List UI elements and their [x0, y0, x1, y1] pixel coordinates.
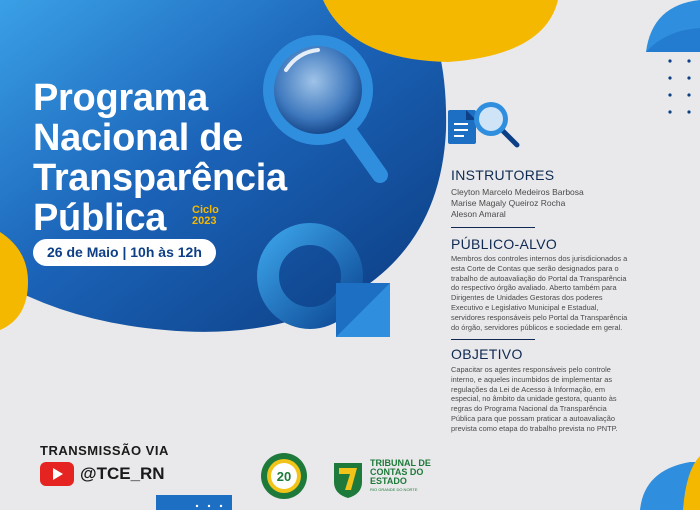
instructor-name: Cleyton Marcelo Medeiros Barbosa	[451, 187, 584, 197]
publico-heading: PÚBLICO-ALVO	[451, 236, 558, 252]
youtube-icon[interactable]	[40, 462, 74, 486]
text-line: servidores responsáveis pelo Portal da Transparência	[451, 312, 628, 322]
text-line: Executivo e Legislativo Municipal e Estadual,	[451, 302, 599, 312]
divider	[451, 227, 535, 228]
text-line: trabalho de autoavaliação do Portal da Transparência	[451, 273, 627, 283]
youtube-handle-link[interactable]: @TCE_RN	[80, 464, 165, 483]
text-line: Membros dos controles internos dos jurisdicionados a	[451, 254, 628, 263]
cycle-year: 2023	[192, 215, 217, 227]
title-line: Programa	[33, 77, 209, 119]
instructor-name: Marise Magaly Queiroz Rocha	[451, 198, 566, 208]
objetivo-heading: OBJETIVO	[451, 346, 523, 362]
objetivo-text	[451, 365, 673, 434]
instructor-name: Aleson Amaral	[451, 209, 506, 219]
tribunal-name	[370, 459, 431, 486]
text-line: regras do Programa Nacional da Transparência	[451, 404, 607, 414]
cycle-word: Ciclo	[192, 204, 219, 216]
instrutores-list	[451, 187, 584, 220]
title-line: Nacional de	[33, 117, 243, 159]
instrutores-heading: INSTRUTORES	[451, 167, 555, 183]
text-line: do órgão, servidores públicos e sociedade em geral.	[451, 322, 623, 332]
tribunal-line: TRIBUNAL DE	[370, 458, 431, 468]
cycle-label	[192, 205, 219, 227]
text-line: Dirigentes de Unidades Gestoras dos poderes	[451, 293, 603, 303]
tribunal-line: CONTAS DO	[370, 467, 424, 477]
dot-grid	[668, 59, 690, 113]
text-line: Capacitar os agentes responsáveis pelo controle	[451, 365, 611, 374]
text-line: do respectivo órgão avaliado. Aberto também para	[451, 283, 617, 293]
text-line: Pública para que possam praticar a autoavaliação	[451, 413, 615, 423]
text-line: interno, e aqueles incumbidos de implementar as	[451, 374, 613, 384]
date-badge: 26 de Maio | 10h às 12h	[33, 239, 216, 266]
transmission-label: TRANSMISSÃO VIA	[40, 443, 169, 458]
tribunal-line: ESTADO	[370, 476, 407, 486]
program-title	[33, 78, 287, 238]
title-line: Pública	[33, 197, 167, 239]
tribunal-state: RIO GRANDE DO NORTE	[370, 487, 418, 492]
publico-text	[451, 254, 673, 332]
document-search-icon	[448, 102, 517, 145]
text-line: esta Corte de Contas que serão designados para o	[451, 263, 619, 273]
seal-number: 20	[276, 469, 292, 484]
text-line: especial, no âmbito da unidade gestora, quanto às	[451, 394, 617, 404]
divider	[451, 339, 535, 340]
text-line: regulações da Lei de Acesso à Informação, em	[451, 384, 606, 394]
tribunal-logo-icon	[334, 463, 362, 498]
text-line: prevista como etapa do trabalho prevista no PNTP.	[451, 423, 618, 433]
title-line: Transparência	[33, 157, 287, 199]
bottom-left-blue-shape	[156, 495, 232, 510]
